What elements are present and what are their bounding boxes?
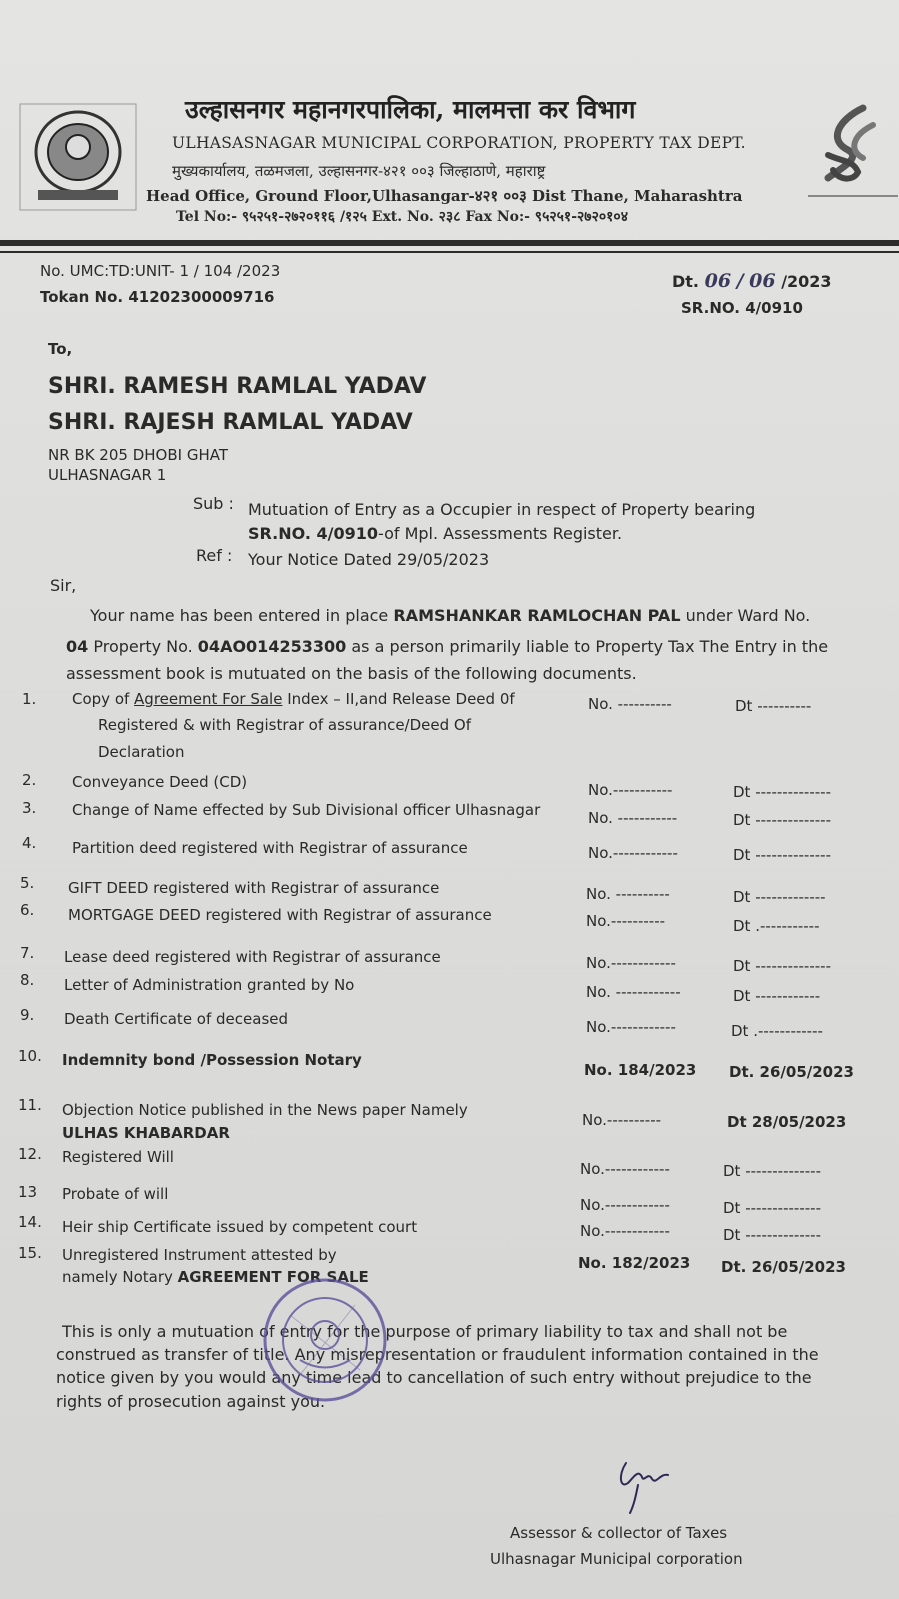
doc-no: No.------------	[586, 1018, 676, 1036]
doc-number: 1.	[22, 690, 37, 708]
doc-text: Indemnity bond /Possession Notary	[62, 1051, 362, 1069]
salutation: Sir,	[50, 576, 77, 595]
doc-text: Registered Will	[62, 1148, 174, 1166]
header-divider-thick	[0, 240, 899, 246]
doc-number: 10.	[18, 1047, 42, 1065]
doc-text: Lease deed registered with Registrar of assurance	[64, 948, 441, 966]
subject-line-2: SR.NO. 4/0910-of Mpl. Assessments Register.	[248, 524, 623, 543]
doc-date: Dt --------------	[733, 783, 831, 801]
doc-text: GIFT DEED registered with Registrar of assurance	[68, 879, 440, 897]
doc-text-cont: Registered & with Registrar of assurance/Deed Of	[98, 716, 471, 734]
header-contact: Tel No:- ९५२५१-२७२०११६ /१२५ Ext. No. २३८ Fax No:- ९५२५१-२७२०१०४	[176, 209, 628, 225]
header-title-english: ULHASASNAGAR MUNICIPAL CORPORATION, PROPERTY TAX DEPT.	[172, 134, 746, 152]
doc-text: Copy of Agreement For Sale Index – II,and Release Deed 0f	[72, 690, 515, 708]
reference-text: Your Notice Dated 29/05/2023	[248, 550, 490, 569]
subject-label: Sub :	[193, 494, 234, 513]
doc-date: Dt -------------	[733, 888, 826, 906]
doc-no: No. 184/2023	[584, 1061, 697, 1079]
doc-no: No. ----------	[586, 885, 670, 903]
body-line-3: assessment book is mutuated on the basis of the following documents.	[66, 664, 637, 683]
doc-no: No.------------	[580, 1160, 670, 1178]
doc-date: Dt --------------	[723, 1162, 821, 1180]
doc-date: Dt --------------	[723, 1199, 821, 1217]
doc-no: No.----------	[586, 912, 666, 930]
department-logo	[808, 100, 898, 210]
addressee-name-1: SHRI. RAMESH RAMLAL YADAV	[48, 374, 427, 399]
doc-date: Dt --------------	[733, 957, 831, 975]
doc-text: Unregistered Instrument attested by	[62, 1246, 337, 1264]
disclaimer-line-4: rights of prosecution against you.	[56, 1392, 326, 1411]
doc-no: No. 182/2023	[578, 1254, 691, 1272]
doc-number: 8.	[20, 971, 35, 989]
doc-no: No.------------	[580, 1196, 670, 1214]
doc-no: No. -----------	[588, 809, 678, 827]
doc-no: No.-----------	[588, 781, 673, 799]
reference-label: Ref :	[196, 546, 233, 565]
officer-signature	[608, 1455, 678, 1515]
address-line-1: NR BK 205 DHOBI GHAT	[48, 446, 228, 464]
letter-date: Dt. 06 / 06 /2023	[672, 270, 832, 292]
doc-text: Partition deed registered with Registrar of assurance	[72, 839, 468, 857]
doc-number: 9.	[20, 1006, 35, 1024]
doc-number: 4.	[22, 834, 37, 852]
addressee-name-2: SHRI. RAJESH RAMLAL YADAV	[48, 410, 413, 435]
doc-text-cont: namely Notary AGREEMENT FOR SALE	[62, 1268, 369, 1286]
doc-number: 2.	[22, 771, 37, 789]
doc-date: Dt 28/05/2023	[727, 1113, 847, 1131]
reference-number: No. UMC:TD:UNIT- 1 / 104 /2023	[40, 262, 281, 280]
signatory-organization: Ulhasnagar Municipal corporation	[490, 1550, 743, 1568]
doc-no: No. ----------	[588, 695, 672, 713]
doc-date: Dt ------------	[733, 987, 821, 1005]
doc-number: 7.	[20, 944, 35, 962]
doc-number: 14.	[18, 1213, 42, 1231]
doc-no: No.------------	[586, 954, 676, 972]
tokan-number: Tokan No. 41202300009716	[40, 288, 275, 306]
doc-text-cont: Declaration	[98, 743, 185, 761]
doc-date: Dt .-----------	[733, 917, 820, 935]
disclaimer-line-2: construed as transfer of title. Any misrepresentation or fraudulent information contained in the	[56, 1345, 819, 1364]
header-address-devanagari: मुख्यकार्यालय, तळमजला, उल्हासनगर-४२१ ००३ जिल्हाठाणे, महाराष्ट्र	[172, 162, 546, 180]
header-address-english: Head Office, Ground Floor,Ulhasangar-४२१ ००३ Dist Thane, Maharashtra	[146, 187, 743, 205]
doc-date: Dt --------------	[733, 811, 831, 829]
doc-no: No.------------	[588, 844, 678, 862]
doc-number: 11.	[18, 1096, 42, 1114]
doc-number: 15.	[18, 1244, 42, 1262]
doc-no: No.----------	[582, 1111, 662, 1129]
subject-line-1: Mutuation of Entry as a Occupier in respect of Property bearing	[248, 500, 756, 519]
doc-text: Conveyance Deed (CD)	[72, 773, 248, 791]
doc-date: Dt --------------	[733, 846, 831, 864]
doc-text: Heir ship Certificate issued by competent court	[62, 1218, 418, 1236]
municipal-seal-logo	[18, 102, 138, 212]
doc-number: 13	[18, 1183, 38, 1201]
doc-text: MORTGAGE DEED registered with Registrar of assurance	[68, 906, 492, 924]
doc-number: 3.	[22, 799, 37, 817]
doc-date: Dt. 26/05/2023	[729, 1063, 854, 1081]
doc-date: Dt .------------	[731, 1022, 823, 1040]
disclaimer-line-1: This is only a mutuation of entry for the purpose of primary liability to tax and shall not be	[62, 1322, 788, 1341]
body-line-2: 04 Property No. 04AO014253300 as a person primarily liable to Property Tax The Entry in the	[66, 637, 829, 656]
body-line-1: Your name has been entered in place RAMSHANKAR RAMLOCHAN PAL under Ward No.	[90, 606, 811, 625]
sr-number: SR.NO. 4/0910	[681, 299, 803, 317]
doc-date: Dt ----------	[735, 697, 812, 715]
doc-text: Probate of will	[62, 1185, 169, 1203]
doc-text: Objection Notice published in the News paper Namely	[62, 1101, 468, 1119]
header-title-devanagari: उल्हासनगर महानगरपालिका, मालमत्ता कर विभाग	[185, 95, 636, 124]
doc-date: Dt. 26/05/2023	[721, 1258, 846, 1276]
header-divider-thin	[0, 251, 899, 253]
doc-number: 6.	[20, 901, 35, 919]
address-line-2: ULHASNAGAR 1	[48, 466, 167, 484]
doc-no: No. ------------	[586, 983, 681, 1001]
doc-number: 5.	[20, 874, 35, 892]
disclaimer-line-3: notice given by you would any time lead to cancellation of such entry without prejudice to the	[56, 1368, 812, 1387]
doc-text-cont: ULHAS KHABARDAR	[62, 1124, 230, 1142]
doc-number: 12.	[18, 1145, 42, 1163]
salutation-to: To,	[48, 340, 73, 358]
doc-text: Change of Name effected by Sub Divisional officer Ulhasnagar	[72, 801, 541, 819]
doc-text: Letter of Administration granted by No	[64, 976, 355, 994]
official-round-stamp	[260, 1275, 390, 1405]
doc-text: Death Certificate of deceased	[64, 1010, 289, 1028]
doc-no: No.------------	[580, 1222, 670, 1240]
signatory-title: Assessor & collector of Taxes	[510, 1524, 728, 1542]
doc-date: Dt --------------	[723, 1226, 821, 1244]
